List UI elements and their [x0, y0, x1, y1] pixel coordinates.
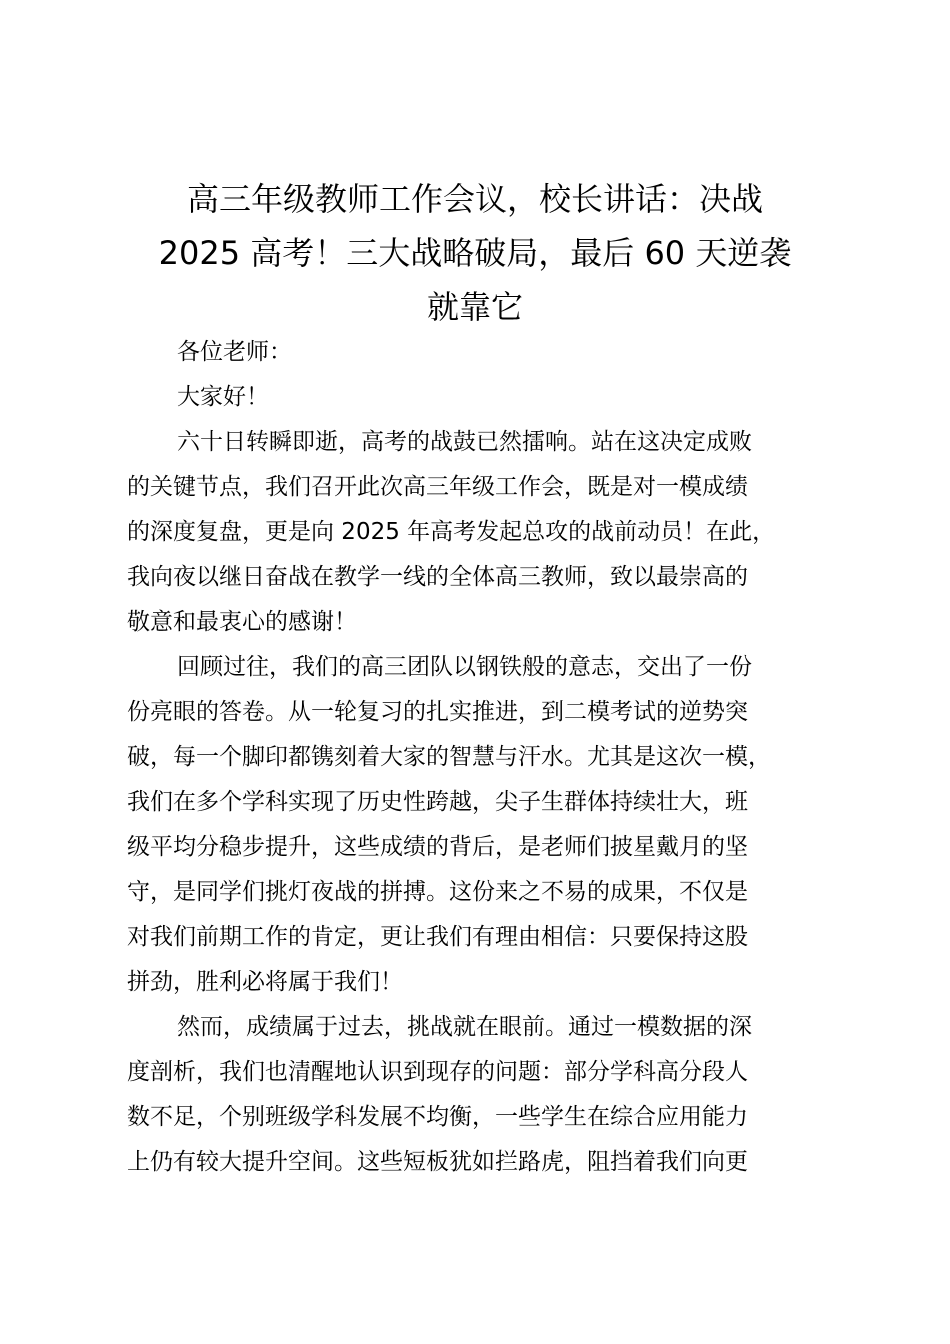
body-line: 份亮眼的答卷。从一轮复习的扎实推进，到二模考试的逆势突 — [127, 699, 748, 725]
body-line: 我们在多个学科实现了历史性跨越，尖子生群体持续壮大，班 — [127, 789, 748, 815]
body-line: 度剖析，我们也清醒地认识到现存的问题：部分学科高分段人 — [127, 1059, 748, 1085]
salutation: 各位老师： — [177, 339, 292, 365]
body-line: 我向夜以继日奋战在教学一线的全体高三教师，致以最崇高的 — [127, 564, 748, 590]
body-line: 敬意和最衷心的感谢！ — [127, 609, 357, 635]
body-line: 数不足，个别班级学科发展不均衡，一些学生在综合应用能力 — [127, 1104, 748, 1130]
body-line: 上仍有较大提升空间。这些短板犹如拦路虎，阻挡着我们向更 — [127, 1149, 748, 1175]
document-title — [110, 172, 840, 334]
greeting: 大家好！ — [177, 384, 269, 410]
body-line: 的关键节点，我们召开此次高三年级工作会，既是对一模成绩 — [127, 474, 748, 500]
document-body — [127, 330, 837, 1185]
body-line: 守，是同学们挑灯夜战的拼搏。这份来之不易的成果，不仅是 — [127, 879, 748, 905]
body-line: 破，每一个脚印都镌刻着大家的智慧与汗水。尤其是这次一模， — [127, 744, 771, 770]
body-line: 然而，成绩属于过去，挑战就在眼前。通过一模数据的深 — [177, 1014, 752, 1040]
title-line: 2025 高考！三大战略破局，最后 60 天逆袭 — [158, 234, 792, 272]
body-line: 对我们前期工作的肯定，更让我们有理由相信：只要保持这股 — [127, 924, 748, 950]
title-line: 就靠它 — [426, 288, 523, 326]
body-line: 的深度复盘，更是向 2025 年高考发起总攻的战前动员！在此， — [127, 519, 776, 545]
body-line: 级平均分稳步提升，这些成绩的背后，是老师们披星戴月的坚 — [127, 834, 748, 860]
body-line: 回顾过往，我们的高三团队以钢铁般的意志，交出了一份 — [177, 654, 752, 680]
title-line: 高三年级教师工作会议，校长讲话：决战 — [186, 180, 763, 218]
body-line: 拼劲，胜利必将属于我们！ — [127, 969, 403, 995]
body-line: 六十日转瞬即逝，高考的战鼓已然擂响。站在这决定成败 — [177, 429, 752, 455]
